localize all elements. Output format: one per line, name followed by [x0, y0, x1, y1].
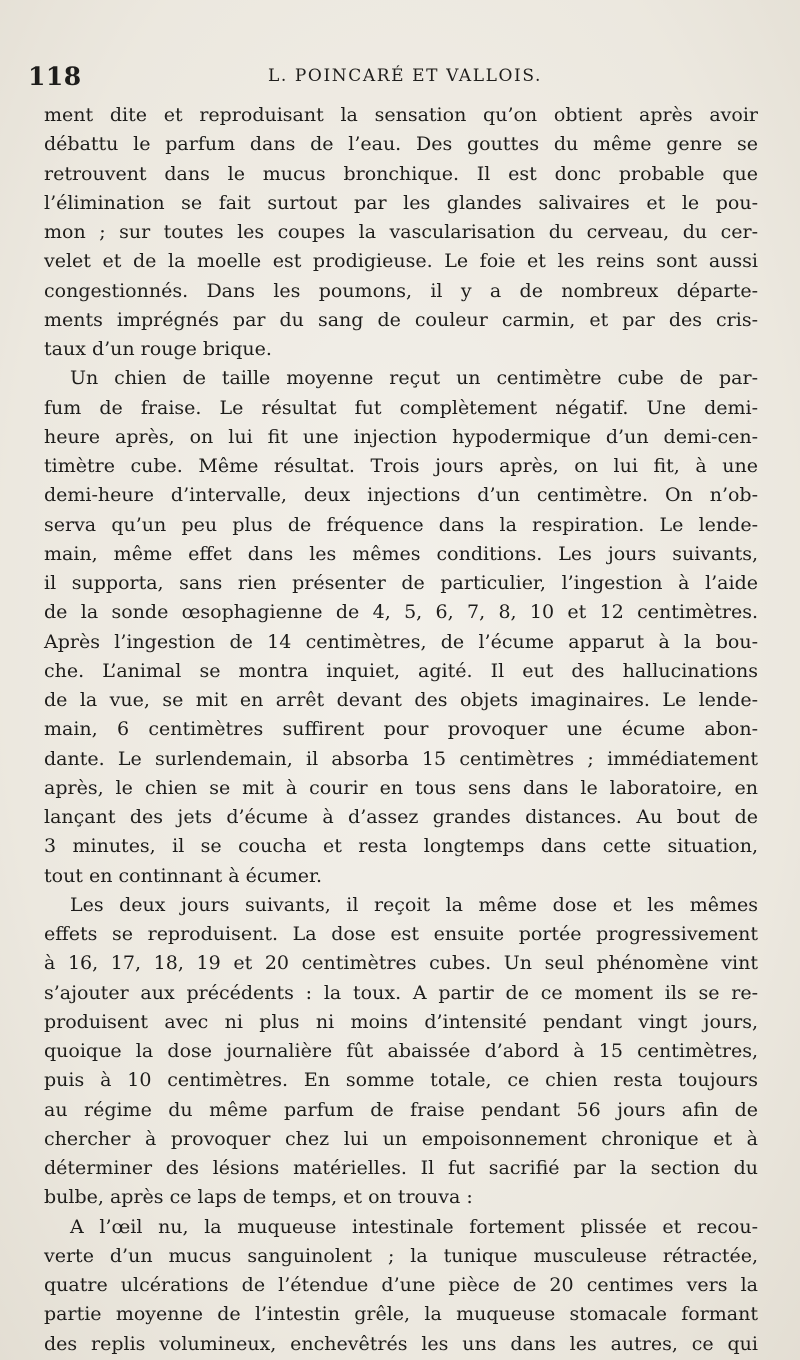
text-line: bulbe, après ce laps de temps, et on trouva : — [44, 1186, 473, 1209]
text-line: au régime du même parfum de fraise pendant 56 jours afin de — [44, 1098, 758, 1121]
paragraph-start-line: Les deux jours suivants, il reçoit la même dose et les mêmes — [70, 893, 758, 916]
running-head — [28, 62, 760, 94]
text-line: chercher à provoquer chez lui un empoisonnement chronique et à — [44, 1127, 758, 1150]
text-line: de la sonde œsophagienne de 4, 5, 6, 7, 8, 10 et 12 centimètres. — [44, 601, 758, 624]
text-line: ment dite et reproduisant la sensation qu’on obtient après avoir — [44, 104, 758, 126]
text-line: puis à 10 centimètres. En somme totale, ce chien resta toujours — [44, 1069, 758, 1092]
text-line: retrouvent dans le mucus bronchique. Il est donc probable que — [44, 162, 758, 185]
text-line: main, 6 centimètres suffirent pour provoquer une écume abon- — [44, 718, 758, 741]
text-line: velet et de la moelle est prodigieuse. Le foie et les reins sont aussi — [44, 250, 758, 273]
page-number: 118 — [28, 62, 82, 91]
paragraph-start-line: Un chien de taille moyenne reçut un centimètre cube de par- — [70, 367, 758, 390]
text-line: partie moyenne de l’intestin grêle, la muqueuse stomacale formant — [44, 1303, 758, 1326]
text-line: Après l’ingestion de 14 centimètres, de l’écume apparut à la bou- — [44, 630, 758, 653]
text-line: timètre cube. Même résultat. Trois jours après, on lui fit, à une — [44, 455, 758, 477]
text-line: main, même effet dans les mêmes conditions. Les jours suivants, — [44, 542, 758, 565]
text-line: quoique la dose journalière fût abaissée d’abord à 15 centimètres, — [44, 1040, 758, 1062]
text-line: ments imprégnés par du sang de couleur carmin, et par des cris- — [44, 308, 758, 331]
text-line: 3 minutes, il se coucha et resta longtemps dans cette situation, — [44, 835, 758, 858]
text-line: débattu le parfum dans de l’eau. Des gouttes du même genre se — [44, 133, 758, 156]
text-line: demi-heure d’intervalle, deux injections d’un centimètre. On n’ob- — [44, 484, 758, 507]
text-line: tout en continnant à écumer. — [44, 864, 323, 887]
text-line: de la vue, se mit en arrêt devant des objets imaginaires. Le lende- — [44, 689, 758, 711]
text-line: produisent avec ni plus ni moins d’intensité pendant vingt jours, — [44, 1010, 758, 1033]
text-line: mon ; sur toutes les coupes la vascularisation du cerveau, du cer- — [44, 221, 758, 243]
text-line: quatre ulcérations de l’étendue d’une pièce de 20 centimes vers la — [44, 1274, 758, 1296]
text-line: lançant des jets d’écume à d’assez grandes distances. Au bout de — [44, 806, 758, 828]
text-line: dante. Le surlendemain, il absorba 15 centimètres ; immédiatement — [44, 747, 758, 770]
text-line: fum de fraise. Le résultat fut complètement négatif. Une demi- — [44, 396, 758, 419]
text-line: serva qu’un peu plus de fréquence dans la respiration. Le lende- — [44, 513, 758, 536]
text-line: taux d’un rouge brique. — [44, 338, 272, 360]
paragraph-start-line: A l’œil nu, la muqueuse intestinale fortement plissée et recou- — [70, 1215, 758, 1238]
body-text — [44, 101, 758, 1359]
text-line: à 16, 17, 18, 19 et 20 centimètres cubes. Un seul phénomène vint — [44, 952, 758, 975]
text-line: verte d’un mucus sanguinolent ; la tunique musculeuse rétractée, — [44, 1244, 758, 1267]
text-line: congestionnés. Dans les poumons, il y a de nombreux départe- — [44, 279, 758, 302]
text-line: s’ajouter aux précédents : la toux. A partir de ce moment ils se re- — [44, 981, 758, 1004]
running-title: L. POINCARÉ ET VALLOIS. — [268, 66, 542, 86]
text-line: il supporta, sans rien présenter de particulier, l’ingestion à l’aide — [44, 572, 758, 594]
text-line: déterminer des lésions matérielles. Il fut sacrifié par la section du — [44, 1157, 758, 1179]
text-line: effets se reproduisent. La dose est ensuite portée progressivement — [44, 923, 758, 945]
text-line: heure après, on lui fit une injection hypodermique d’un demi-cen- — [44, 425, 758, 448]
text-line: des replis volumineux, enchevêtrés les uns dans les autres, ce qui — [44, 1332, 758, 1355]
text-line: che. L’animal se montra inquiet, agité. Il eut des hallucinations — [44, 659, 758, 682]
text-line: l’élimination se fait surtout par les glandes salivaires et le pou- — [44, 191, 758, 214]
text-line: après, le chien se mit à courir en tous sens dans le laboratoire, en — [44, 776, 758, 799]
